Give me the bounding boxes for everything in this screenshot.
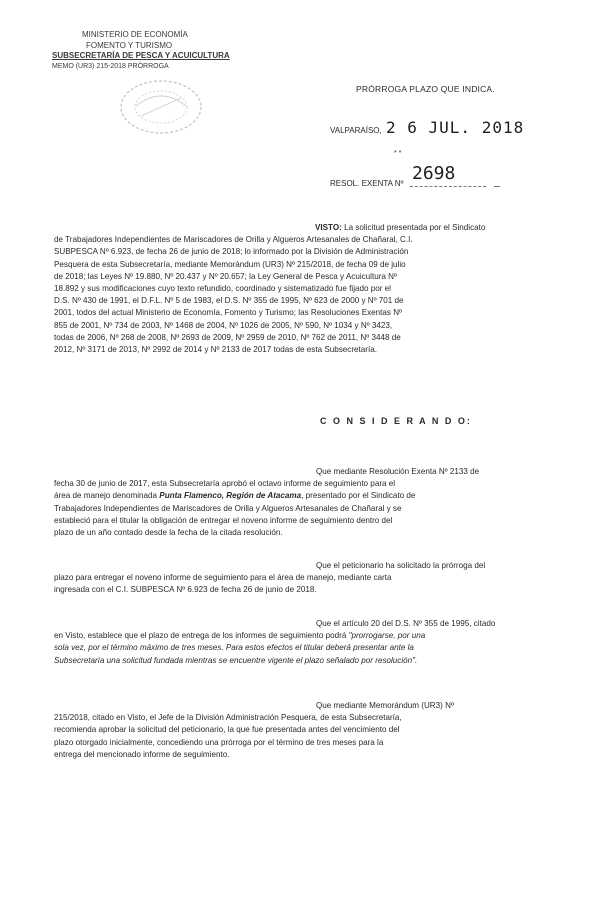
resolution-underline-tail — [494, 186, 500, 187]
resolution-number: 2698 — [412, 163, 456, 184]
number-mark: * * — [394, 150, 402, 157]
visto-line: de 2018; las Leyes Nº 19.880, Nº 20.437 y Nº 20.657; la Ley General de Pesca y Acuicultura Nº — [54, 271, 397, 281]
paragraph-line: entrega del mencionado informe de seguimiento. — [54, 749, 230, 759]
stamped-date: 2 6 JUL. 2018 — [386, 118, 525, 137]
paragraph-line — [54, 630, 544, 642]
paragraph-line: sola vez, por el término máximo de tres meses. Para estos efectos el titular deberá presentar ante la — [54, 643, 414, 653]
visto-line: de Trabajadores Independientes de Mariscadores de Orilla y Algueros Artesanales de Chañaral, C.I. — [54, 235, 413, 245]
place-label: VALPARAÍSO, — [330, 126, 382, 135]
resolution-label: RESOL. EXENTA Nº — [330, 179, 404, 188]
text-run: en Visto, establece que el plazo de entrega de los informes de seguimiento podrá — [54, 631, 349, 641]
visto-line: 18.892 y sus modificaciones cuyo texto refundido, coordinado y sistematizado fue fijado por el — [54, 284, 391, 294]
visto-line: 855 de 2001, Nº 734 de 2003, Nº 1468 de 2004, Nº 1026 de 2005, Nº 590, Nº 1034 y Nº 3423, — [54, 320, 393, 330]
subsecretaria-line: SUBSECRETARÍA DE PESCA Y ACUICULTURA — [52, 51, 230, 60]
paragraph-line: Que mediante Memorándum (UR3) Nº — [316, 701, 454, 710]
considerando-paragraph-4 — [54, 700, 544, 761]
considerando-heading: C O N S I D E R A N D O: — [320, 416, 472, 426]
paragraph-line: 215/2018, citado en Visto, el Jefe de la División Administración Pesquera, de esta Subsecretaría, — [54, 713, 402, 723]
paragraph-line: Que el peticionario ha solicitado la prórroga del — [316, 561, 486, 570]
visto-line: D.S. Nº 430 de 1991, el D.F.L. Nº 5 de 1983, el D.S. Nº 355 de 1995, Nº 623 de 2000 y Nº 701 de — [54, 296, 404, 306]
paragraph-line — [54, 490, 544, 502]
visto-line: 2001, todos del actual Ministerio de Economía, Fomento y Turismo; las Resoluciones Exentas Nº — [54, 308, 403, 318]
ministry-line-2: FOMENTO Y TURISMO — [86, 40, 173, 50]
paragraph-line: estableció para el titular la obligación de entregar el noveno informe de seguimiento dentro del — [54, 515, 393, 525]
text-run: , presentado por el Sindicato de — [301, 491, 416, 501]
ministry-line: MINISTERIO DE ECONOMÍA — [82, 30, 188, 39]
paragraph-line: Que mediante Resolución Exenta Nº 2133 de — [316, 467, 480, 476]
memo-reference: MEMO (UR3) 215-2018 PRÓRROGA — [52, 62, 169, 70]
area-name: Punta Flamenco, Región de Atacama — [159, 491, 302, 501]
considerando-paragraph-3 — [54, 618, 544, 667]
paragraph-line: Trabajadores Independientes de Mariscadores de Orilla y Algueros Artesanales de Chañaral y se — [54, 503, 402, 513]
subject-line: PRÓRROGA PLAZO QUE INDICA. — [356, 84, 495, 94]
visto-paragraph — [54, 222, 544, 356]
visto-line: SUBPESCA Nº 6.923, de fecha 26 de junio de 2018; lo informado por la División de Administración — [54, 247, 409, 257]
quoted-text: "prorrogarse, por una — [348, 631, 426, 641]
paragraph-line: plazo de un año contado desde la fecha de la citada resolución. — [54, 528, 283, 538]
considerando-paragraph-2 — [54, 560, 544, 597]
visto-line: La solicitud presentada por el Sindicato — [344, 223, 486, 232]
paragraph-line: recomienda aprobar la solicitud del peticionario, la que fue presentada antes del vencimiento del — [54, 725, 400, 735]
visto-label: VISTO: — [315, 223, 342, 232]
visto-line: todas de 2006, Nº 268 de 2008, Nº 2693 de 2009, Nº 2959 de 2010, Nº 762 de 2011, Nº 3448 de — [54, 332, 401, 342]
paragraph-line: plazo para entregar el noveno informe de seguimiento para el área de manejo, mediante carta — [54, 573, 392, 583]
visto-line: Pesquera de esta Subsecretaría, mediante Memorándum (UR3) Nº 215/2018, de fecha 09 de julio — [54, 259, 406, 269]
official-seal-stamp — [96, 76, 226, 138]
paragraph-line: ingresada con el C.I. SUBPESCA Nº 6.923 de fecha 26 de junio de 2018. — [54, 585, 317, 595]
paragraph-line: Que el artículo 20 del D.S. Nº 355 de 1995, citado — [316, 619, 496, 628]
letterhead — [52, 30, 252, 72]
paragraph-line: fecha 30 de junio de 2017, esta Subsecretaría aprobó el octavo informe de seguimiento para el — [54, 479, 396, 489]
resolution-underline — [410, 186, 486, 187]
visto-line: 2012, Nº 3171 de 2013, Nº 2992 de 2014 y Nº 2133 de 2017 todas de esta Subsecretaría. — [54, 345, 377, 355]
considerando-paragraph-1 — [54, 466, 544, 539]
text-run: área de manejo denominada — [54, 491, 160, 501]
paragraph-line: Subsecretaría una solicitud fundada mientras se encuentre vigente el plazo señalado por resolución". — [54, 655, 418, 665]
paragraph-line: plazo otorgado inicialmente, concediendo una prórroga por el término de tres meses para la — [54, 737, 384, 747]
